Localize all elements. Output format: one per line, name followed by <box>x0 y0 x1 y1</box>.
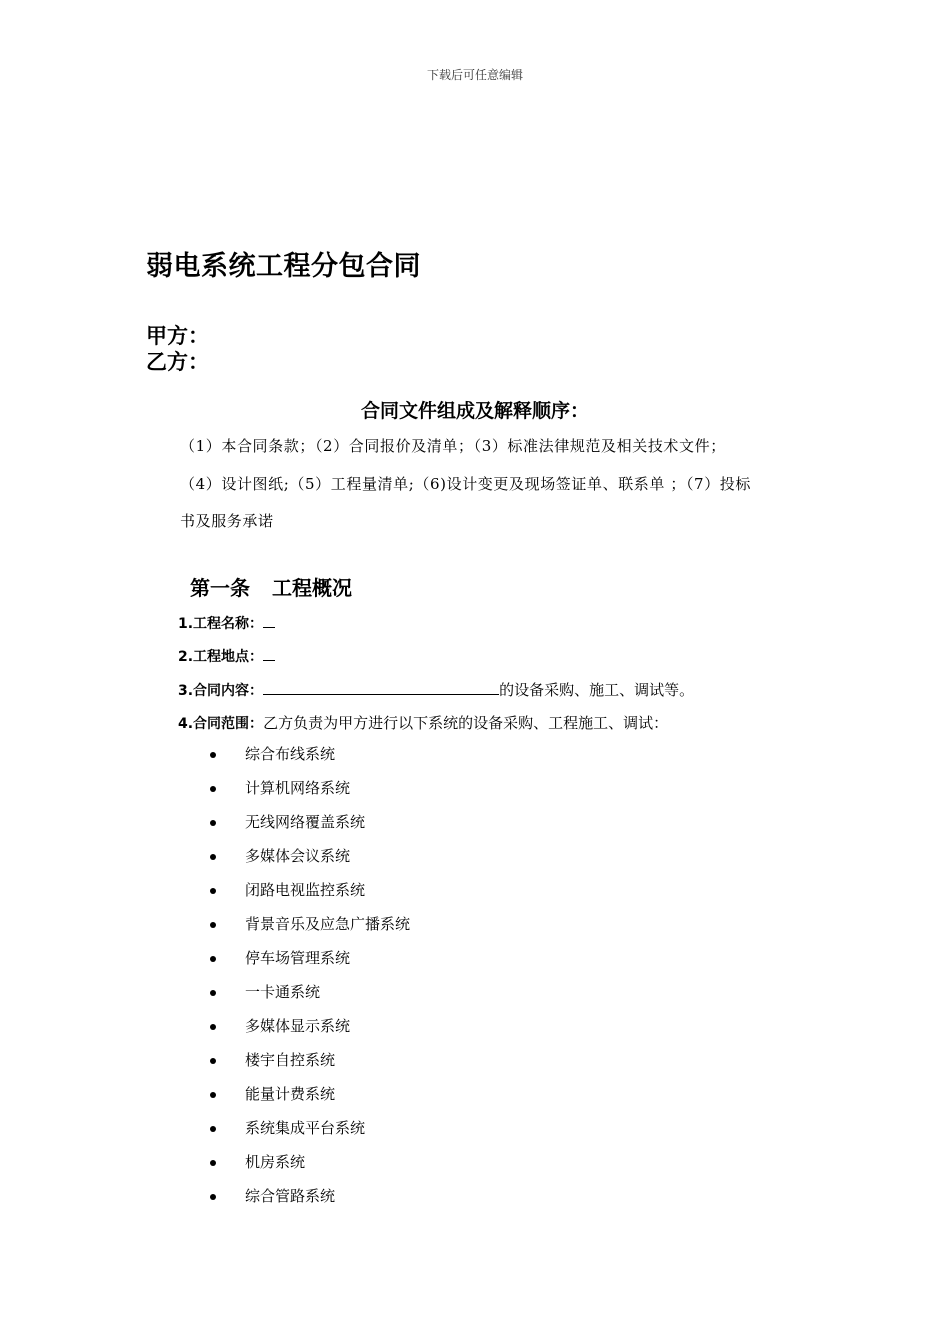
contract-docs-line-2: （4）设计图纸;（5）工程量清单;（6)设计变更及现场签证单、联系单 ；（7）投标 <box>180 475 752 493</box>
contract-docs-line-3: 书及服务承诺 <box>180 512 274 530</box>
document-title: 弱电系统工程分包合同 <box>146 251 421 282</box>
bullet-icon <box>210 956 216 962</box>
contract-scope-label: 4.合同范围： <box>178 716 264 732</box>
party-b-label: 乙方： <box>146 350 209 374</box>
contract-scope-item <box>178 712 668 733</box>
project-location-item <box>178 646 275 666</box>
project-location-label: 2.工程地点： <box>178 649 264 665</box>
bullet-icon <box>210 922 216 928</box>
project-name-label: 1.工程名称： <box>178 616 264 632</box>
article-1-number: 第一条 <box>190 576 250 600</box>
contract-scope-text: 乙方负责为甲方进行以下系统的设备采购、工程施工、调试： <box>263 714 669 732</box>
contract-content-suffix: 的设备采购、施工、调试等。 <box>499 681 695 699</box>
contract-content-label: 3.合同内容： <box>178 683 264 699</box>
project-name-item <box>178 613 275 633</box>
party-a-label: 甲方： <box>146 324 209 348</box>
contract-docs-heading: 合同文件组成及解释顺序： <box>360 400 589 422</box>
bullet-icon <box>210 990 216 996</box>
bullet-icon <box>210 752 216 758</box>
project-name-blank[interactable] <box>263 613 275 628</box>
contract-content-blank[interactable] <box>263 680 499 695</box>
bullet-icon <box>210 820 216 826</box>
bullet-icon <box>210 1058 216 1064</box>
bullet-icon <box>210 1194 216 1200</box>
contract-content-item <box>178 679 694 700</box>
article-1-title: 工程概况 <box>272 576 352 600</box>
header-note: 下载后可任意编辑 <box>426 68 523 82</box>
bullet-icon <box>210 1160 216 1166</box>
bullet-icon <box>210 888 216 894</box>
bullet-icon <box>210 1024 216 1030</box>
bullet-icon <box>210 1092 216 1098</box>
article-1-heading <box>190 572 352 601</box>
bullet-icon <box>210 1126 216 1132</box>
bullet-icon <box>210 786 216 792</box>
project-location-blank[interactable] <box>263 646 275 661</box>
contract-docs-line-1: （1）本合同条款；（2）合同报价及清单；（3）标准法律规范及相关技术文件； <box>180 437 726 455</box>
bullet-icon <box>210 854 216 860</box>
